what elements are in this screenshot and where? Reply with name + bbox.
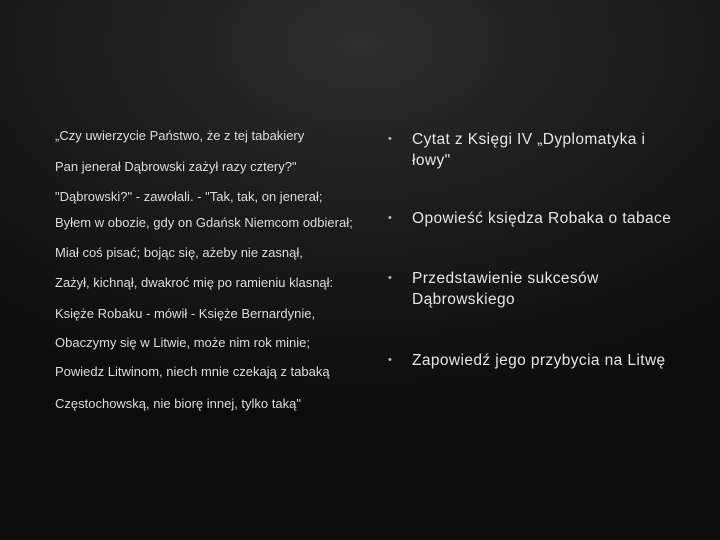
bullet-icon: •: [388, 212, 393, 224]
bullet-text: Przedstawienie sukcesów Dąbrowskiego: [412, 270, 599, 308]
bullet-text: Opowieść księdza Robaka o tabace: [412, 210, 672, 227]
bullet-icon: •: [388, 354, 393, 366]
quote-text-block: [55, 128, 355, 423]
bullet-item: [388, 208, 678, 229]
quote-line: Zażył, kichnął, dwakroć mię po ramieniu klasnął:: [55, 275, 334, 290]
bullet-icon: •: [388, 133, 393, 145]
quote-line: "Dąbrowski?" - zawołali. - "Tak, tak, on jenerał;: [55, 189, 323, 204]
bullet-item: [388, 129, 678, 171]
bullet-text: Zapowiedź jego przybycia na Litwę: [412, 352, 666, 369]
bullet-item: [388, 268, 678, 310]
bullet-text: Cytat z Księgi IV „Dyplomatyka i łowy": [412, 131, 646, 169]
bullet-icon: •: [388, 272, 393, 284]
bullet-list: [388, 129, 678, 371]
bullet-item: [388, 350, 678, 371]
quote-line: Powiedz Litwinom, niech mnie czekają z tabaką: [55, 364, 330, 379]
quote-line: Byłem w obozie, gdy on Gdańsk Niemcom odbierał;: [55, 215, 353, 230]
quote-line: Pan jenerał Dąbrowski zażył razy cztery?": [55, 159, 297, 174]
quote-line: Miał coś pisać; bojąc się, ażeby nie zasnął,: [55, 245, 303, 260]
quote-line: Częstochowską, nie biorę innej, tylko taką": [55, 396, 301, 411]
quote-line: „Czy uwierzycie Państwo, że z tej tabakiery: [55, 128, 305, 143]
quote-line: Księże Robaku - mówił - Księże Bernardynie,: [55, 306, 316, 321]
quote-line: Obaczymy się w Litwie, może nim rok minie;: [55, 335, 311, 350]
